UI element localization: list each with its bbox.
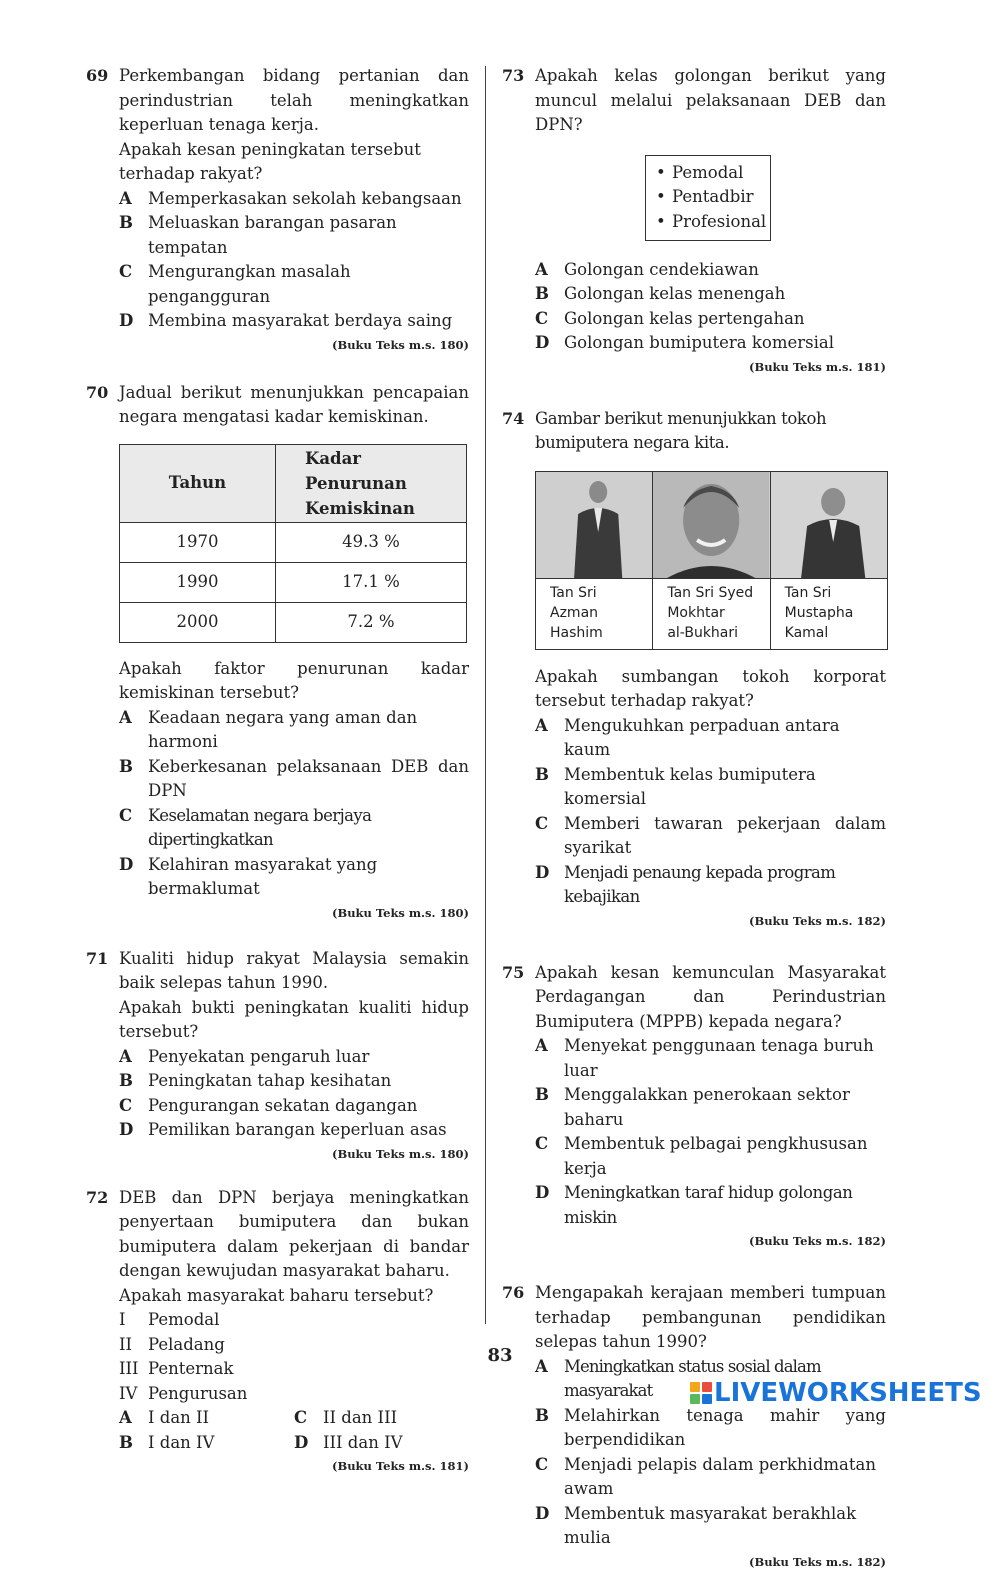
option-text: II dan III (323, 1408, 398, 1427)
question-73 (502, 64, 886, 377)
option-b[interactable] (119, 755, 469, 804)
question-number: 71 (86, 948, 109, 968)
option-text: Keberkesanan pelaksanaan DEB dan DPN (148, 756, 469, 800)
textbook-reference: (Buku Teks m.s. 181) (749, 359, 886, 374)
option-letter: A (535, 715, 548, 735)
question-number: 75 (502, 962, 525, 982)
option-text: Mengurangkan masalah pengangguran (148, 262, 351, 306)
textbook-reference: (Buku Teks m.s. 181) (332, 1459, 469, 1473)
portrait-photo (536, 472, 652, 579)
option-letter: A (119, 707, 132, 727)
portrait-panel (535, 471, 888, 650)
option-c[interactable] (119, 1094, 469, 1119)
portrait-caption: Tan Sri Syed Mokhtar al-Bukhari (667, 584, 754, 641)
option-letter: B (535, 284, 549, 304)
option-text: Menjadi pelapis dalam perkhidmatan awam (564, 1454, 876, 1499)
bullet-box (645, 155, 771, 241)
question-74 (502, 407, 886, 931)
option-text: Meluaskan barangan pasaran tempatan (148, 213, 397, 257)
roman-numeral: III (119, 1359, 139, 1378)
option-c[interactable] (535, 307, 886, 332)
liveworksheets-brand[interactable] (690, 1378, 982, 1408)
option-text: Meningkatkan status sosial dalam masyarakat (564, 1356, 821, 1401)
statement-text: Pemodal (148, 1310, 220, 1329)
option-text: Peningkatan tahap kesihatan (148, 1071, 392, 1090)
question-number: 73 (502, 66, 525, 85)
portrait-caption: Tan Sri Azman Hashim (550, 584, 603, 641)
option-c[interactable] (119, 804, 469, 853)
bullet-icon: • (656, 211, 666, 231)
option-text: Memperkasakan sekolah kebangsaan (148, 188, 462, 208)
option-text: Membentuk pelbagai pengkhususan kerja (564, 1134, 868, 1178)
option-a[interactable] (535, 258, 886, 283)
question-stem: Mengapakah kerajaan memberi tumpuan terhadap pembangunan pendidikan selepas tahun 1990? (535, 1283, 886, 1352)
page-number: 83 (487, 1345, 513, 1366)
option-letter: D (294, 1432, 309, 1452)
option-d[interactable] (119, 309, 469, 334)
table-header-rate: Kadar Penurunan Kemiskinan (276, 444, 467, 522)
question-prompt: Apakah sumbangan tokoh korporat tersebut terhadap rakyat? (535, 666, 886, 711)
option-letter: D (535, 333, 550, 353)
table-row (120, 602, 467, 642)
option-text: I dan II (148, 1408, 210, 1427)
bullet-item: • Pemodal (646, 161, 770, 186)
option-letter: C (535, 1454, 549, 1474)
question-number: 76 (502, 1283, 525, 1303)
option-c[interactable] (535, 1132, 886, 1181)
option-text: Penyekatan pengaruh luar (148, 1046, 370, 1066)
question-71 (86, 947, 469, 1164)
portrait-photo (771, 472, 887, 579)
option-letter: C (119, 1095, 133, 1115)
option-letter: D (535, 1183, 549, 1203)
question-number: 70 (86, 382, 109, 402)
option-c[interactable] (535, 812, 886, 861)
option-b[interactable] (119, 1069, 469, 1094)
table-cell-year: 2000 (120, 602, 276, 642)
option-a[interactable] (119, 706, 469, 755)
option-c[interactable] (535, 1453, 886, 1502)
option-letter: B (119, 213, 133, 232)
question-75 (502, 961, 886, 1252)
option-a[interactable] (535, 714, 886, 763)
option-b[interactable] (535, 1404, 886, 1453)
left-column (86, 64, 469, 1476)
option-text: Menjadi penaung kepada program kebajikan (564, 862, 836, 907)
option-letter: D (535, 862, 549, 882)
table-cell-year: 1970 (120, 522, 276, 562)
option-text: Kelahiran masyarakat yang bermaklumat (148, 854, 378, 898)
statement-text: Penternak (148, 1359, 234, 1378)
question-76 (502, 1281, 886, 1572)
option-text: Melahirkan tenaga mahir yang berpendidikan (564, 1405, 886, 1450)
table-cell-rate: 17.1 % (276, 562, 467, 602)
question-number: 69 (86, 66, 109, 85)
poverty-table (119, 444, 467, 643)
option-letter: C (535, 813, 549, 833)
option-text: Pemilikan barangan keperluan asas (148, 1120, 447, 1139)
option-d[interactable] (119, 853, 469, 902)
question-prompt: Apakah masyarakat baharu tersebut? (119, 1285, 434, 1305)
option-text: Membina masyarakat berdaya saing (148, 311, 453, 330)
question-stem: Jadual berikut menunjukkan pencapaian negara mengatasi kadar kemiskinan. (119, 382, 469, 426)
option-text: Keadaan negara yang aman dan harmoni (148, 707, 418, 751)
bullet-icon: • (656, 187, 666, 207)
textbook-reference: (Buku Teks m.s. 180) (332, 337, 469, 352)
option-text: Golongan cendekiawan (564, 259, 759, 279)
option-letter: A (119, 1408, 132, 1427)
question-stem: DEB dan DPN berjaya meningkatkan penyertaan bumiputera dan bukan bumiputera dalam pekerjaan di bandar dengan kewujudan masyarakat baharu. (119, 1187, 469, 1280)
question-stem: Apakah kesan kemunculan Masyarakat Perdagangan dan Perindustrian Bumiputera (MPPB) kepada negara? (535, 962, 886, 1031)
option-letter: B (119, 756, 133, 776)
option-c[interactable] (294, 1406, 469, 1431)
portrait-cell (536, 472, 653, 649)
option-letter: A (535, 1036, 548, 1056)
option-letter: D (119, 1120, 134, 1139)
question-70 (86, 381, 469, 923)
roman-numeral: IV (119, 1383, 138, 1403)
table-header-year: Tahun (120, 444, 276, 522)
statement-text: Peladang (148, 1334, 225, 1354)
option-text: Golongan bumiputera komersial (564, 333, 834, 353)
textbook-reference: (Buku Teks m.s. 182) (749, 1554, 886, 1569)
option-b[interactable] (535, 1083, 886, 1132)
option-letter: B (119, 1071, 133, 1090)
option-letter: C (119, 805, 132, 825)
question-stem: Kualiti hidup rakyat Malaysia semakin baik selepas tahun 1990. (119, 948, 469, 992)
bullet-item: • Profesional (646, 210, 770, 235)
textbook-reference: (Buku Teks m.s. 180) (332, 905, 469, 920)
textbook-reference: (Buku Teks m.s. 180) (332, 1146, 469, 1161)
option-letter: C (119, 262, 133, 281)
question-prompt: Apakah kesan peningkatan tersebut terhadap rakyat? (119, 139, 421, 183)
option-text: Meningkatkan taraf hidup golongan miskin (564, 1183, 853, 1227)
option-letter: D (535, 1503, 550, 1523)
textbook-reference: (Buku Teks m.s. 182) (749, 913, 886, 928)
bullet-item: • Pentadbir (646, 185, 770, 210)
option-letter: D (119, 854, 134, 874)
question-number: 72 (86, 1187, 109, 1207)
option-letter: B (535, 1405, 549, 1425)
option-d[interactable] (119, 1118, 469, 1143)
option-letter: B (535, 764, 549, 784)
question-prompt: Apakah faktor penurunan kadar kemiskinan tersebut? (119, 658, 469, 702)
option-d[interactable] (294, 1431, 469, 1456)
option-text: Memberi tawaran pekerjaan dalam syarikat (564, 813, 886, 858)
option-text: Pengurangan sekatan dagangan (148, 1095, 418, 1115)
roman-numeral: II (119, 1334, 133, 1354)
textbook-reference: (Buku Teks m.s. 182) (749, 1234, 886, 1249)
liveworksheets-wordmark: LIVEWORKSHEETS (714, 1378, 982, 1408)
table-row (120, 522, 467, 562)
table-row (120, 562, 467, 602)
statement-text: Pengurusan (148, 1383, 248, 1403)
option-letter: A (535, 1356, 547, 1376)
question-stem: Gambar berikut menunjukkan tokoh bumiputera negara kita. (535, 408, 827, 453)
option-text: Mengukuhkan perpaduan antara kaum (564, 715, 840, 760)
question-stem: Perkembangan bidang pertanian dan perindustrian telah meningkatkan keperluan tenaga kerja. (119, 66, 469, 134)
column-divider (485, 66, 486, 1324)
option-d[interactable] (535, 1502, 886, 1551)
option-a[interactable] (119, 1406, 294, 1431)
question-number: 74 (502, 408, 525, 428)
option-b[interactable] (535, 763, 886, 812)
question-69 (86, 64, 469, 355)
option-b[interactable] (535, 282, 886, 307)
option-letter: A (119, 188, 132, 208)
option-letter: A (119, 1046, 132, 1066)
option-letter: A (535, 259, 548, 279)
table-cell-rate: 49.3 % (276, 522, 467, 562)
table-cell-rate: 7.2 % (276, 602, 467, 642)
option-a[interactable] (119, 187, 469, 212)
option-letter: C (535, 1134, 549, 1154)
statement-item (119, 1308, 469, 1333)
portrait-cell (771, 472, 887, 649)
option-a[interactable] (119, 1045, 469, 1070)
option-b[interactable] (119, 211, 469, 260)
bullet-icon: • (656, 162, 666, 182)
option-d[interactable] (535, 1181, 886, 1230)
option-text: Golongan kelas pertengahan (564, 308, 805, 328)
option-letter: B (535, 1085, 549, 1105)
liveworksheets-logo-icon (690, 1382, 712, 1404)
option-letter: D (119, 311, 134, 330)
question-72 (86, 1186, 469, 1477)
roman-numeral: I (119, 1310, 126, 1329)
question-prompt: Apakah bukti peningkatan kualiti hidup tersebut? (119, 997, 469, 1041)
option-letter: C (294, 1408, 308, 1427)
portrait-cell (653, 472, 770, 649)
table-cell-year: 1990 (120, 562, 276, 602)
option-d[interactable] (535, 331, 886, 356)
option-text: Membentuk masyarakat berakhlak mulia (564, 1503, 857, 1548)
option-letter: C (535, 308, 549, 328)
option-text: Golongan kelas menengah (564, 284, 786, 304)
option-text: Membentuk kelas bumiputera komersial (564, 764, 816, 809)
portrait-photo (653, 472, 769, 579)
option-text: Menggalakkan penerokaan sektor baharu (564, 1085, 850, 1129)
portrait-caption: Tan Sri Mustapha Kamal (784, 584, 854, 641)
option-text: III dan IV (323, 1432, 403, 1452)
option-text: Menyekat penggunaan tenaga buruh luar (564, 1036, 874, 1080)
option-d[interactable] (535, 861, 886, 910)
question-stem: Apakah kelas golongan berikut yang muncul melalui pelaksanaan DEB dan DPN? (535, 66, 886, 134)
option-a[interactable] (535, 1034, 886, 1083)
option-letter: B (119, 1432, 133, 1452)
statement-item (119, 1382, 469, 1407)
option-c[interactable] (119, 260, 469, 309)
option-b[interactable] (119, 1431, 294, 1456)
option-text: I dan IV (148, 1432, 215, 1452)
option-text: Keselamatan negara berjaya dipertingkatkan (148, 805, 372, 849)
